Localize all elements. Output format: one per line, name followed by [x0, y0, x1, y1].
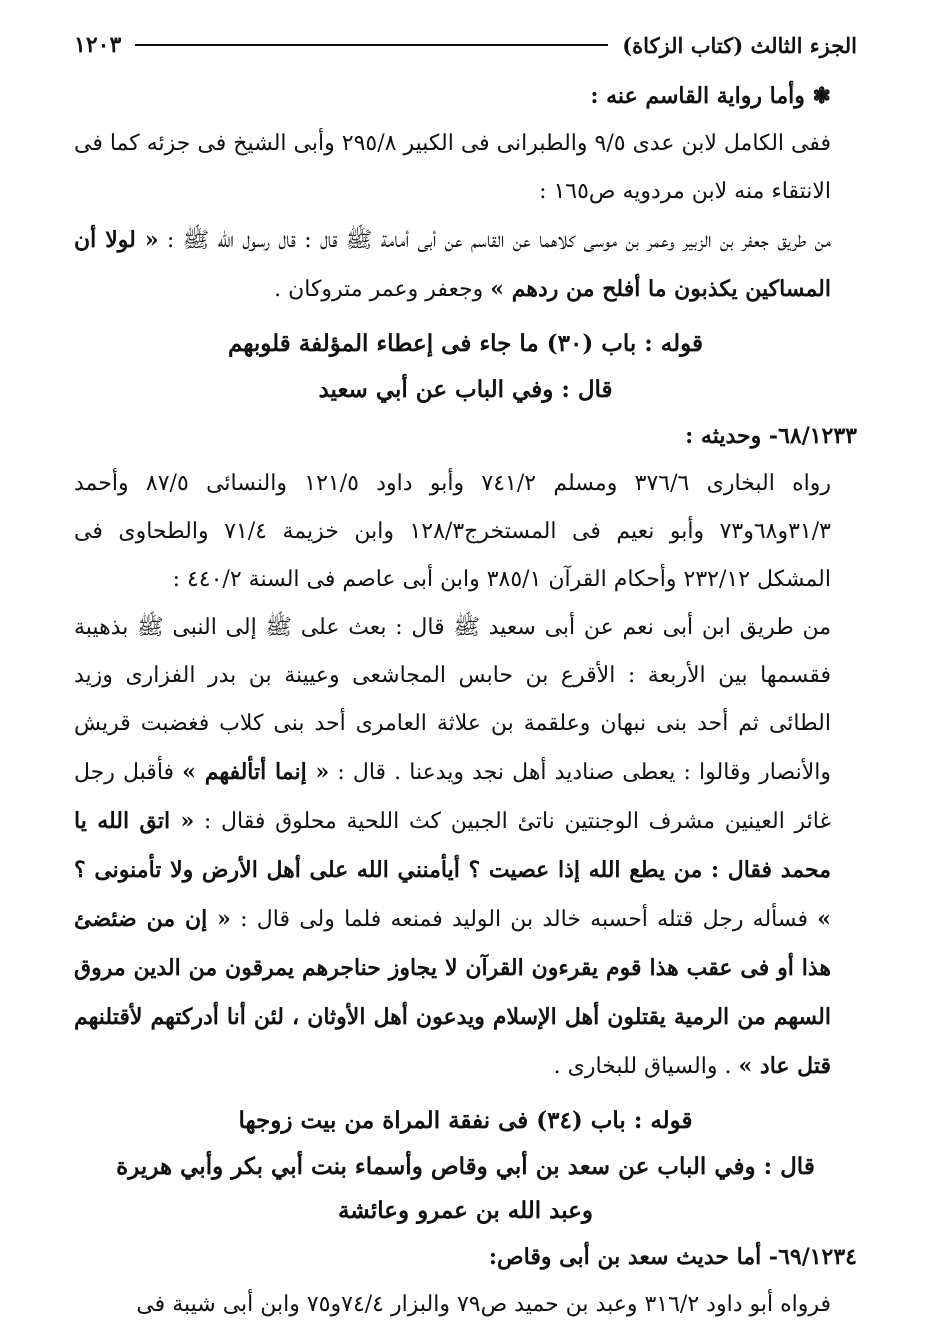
paragraph-sources-68: رواه البخارى ٣٧٦/٦ ومسلم ٧٤١/٢ وأبو داود ١٢١/٥ والنسائى ٨٧/٥ وأحمد ٣١/٣و٦٨و٧٣ وأبو نعيم فى المستخرج١٢٨/٣ وابن خزيمة ٧١/٤ والطحاوى فى المشكل ٢٣٢/١٢ وأحكام القرآن ٣٨٥/١ وابن أبى عاصم فى السنة ٤٤٠/٢ : — [74, 471, 832, 592]
paragraph-hadith-68 — [74, 604, 857, 1091]
hadith-quote: « لولا أن المساكين يكذبون ما أفلح من ردهم » — [74, 227, 831, 302]
chapter-subtitle-34: قال : وفي الباب عن سعد بن أبي وقاص وأسماء بنت أبي بكر وأبي هريرة وعبد الله بن عمرو وعائشة — [116, 1153, 815, 1224]
paragraph-sources-69: فرواه أبو داود ٣١٦/٢ وعبد بن حميد ص٧٩ والبزار ٧٤/٤و٧٥ وابن أبى شيبة فى — [136, 1292, 831, 1317]
header-title: الجزء الثالث (كتاب الزكاة) — [622, 32, 857, 58]
hadith-heading-69: ٦٩/١٢٣٤- أما حديث سعد بن أبى وقاص: — [488, 1244, 857, 1270]
chapter-subtitle-30: قال : وفي الباب عن أبي سعيد — [318, 376, 613, 403]
hadith-text-c: فسأله رجل قتله أحسبه خالد بن الوليد فمنعه فلما ولى قال : — [230, 907, 818, 932]
paragraph-sources-qasim: ففى الكامل لابن عدى ٩/٥ والطبرانى فى الكبير ٢٩٥/٨ وأبى الشيخ فى جزئه كما فى الانتقاء منه لابن مردويه ص١٦٥ : — [74, 131, 831, 204]
hadith-quote-2: « اتق الله يا محمد فقال : من يطع الله إذا عصيت ؟ أيأمنني الله على أهل الأرض ولا تأمنونى ؟ » — [74, 808, 831, 932]
hadith-quote-3: « إن من ضئضئ هذا أو فى عقب هذا قوم يقرءون القرآن لا يجاوز حناجرهم يمرقون من الدين مروق السهم من الرمية يقتلون أهل الإسلام ويدعون أهل الأوثان ، لئن أنا أدركتهم لأقتلنهم قتل عاد » — [74, 906, 831, 1079]
running-header — [74, 28, 857, 62]
section-heading-qasim: ❃ وأما رواية القاسم عنه : — [590, 83, 831, 109]
chapter-title-30: قوله : باب (٣٠) ما جاء فى إعطاء المؤلفة قلوبهم — [227, 330, 703, 357]
hadith-quote-1: « إنما أتألفهم » — [182, 759, 330, 785]
page-number: ١٢٠٣ — [74, 32, 122, 58]
header-rule — [135, 44, 608, 46]
hadith-text-a: من طريق ابن أبى نعم عن أبى سعيد ﷺ قال : بعث على ﷺ إلى النبى ﷺ بذهيبة فقسمها بين الأربعة : الأقرع بن حابس المجاشعى وعيينة بن بدر الفزارى وزيد الطائى ثم أحد بنى نبهان وعلقمة بن علاثة العامرى أحد بنى كلاب فغضبت قريش والأنصار وقالوا : يعطى صناديد أهل نجد ويدعنا . قال : — [74, 615, 831, 785]
hadith-text-d: . والسياق للبخارى . — [553, 1054, 739, 1079]
isnad-comment: وجعفر وعمر متروكان . — [274, 277, 491, 302]
hadith-heading-68: ٦٨/١٢٣٣- وحديثه : — [685, 423, 857, 449]
paragraph-isnad-qasim — [74, 216, 857, 314]
chapter-title-34: قوله : باب (٣٤) فى نفقة المراة من بيت زوجها — [238, 1107, 693, 1134]
hadith-text-b: فأقبل رجل غائر العينين مشرف الوجنتين ناتئ الجبين كث اللحية محلوق فقال : — [74, 760, 832, 834]
isnad-text: من طريق جعفر بن الزبير وعمر بن موسى كلاهما عن القاسم عن أبى أمامة ﷺ قال : قال رسول الله ﷺ : — [158, 228, 831, 253]
